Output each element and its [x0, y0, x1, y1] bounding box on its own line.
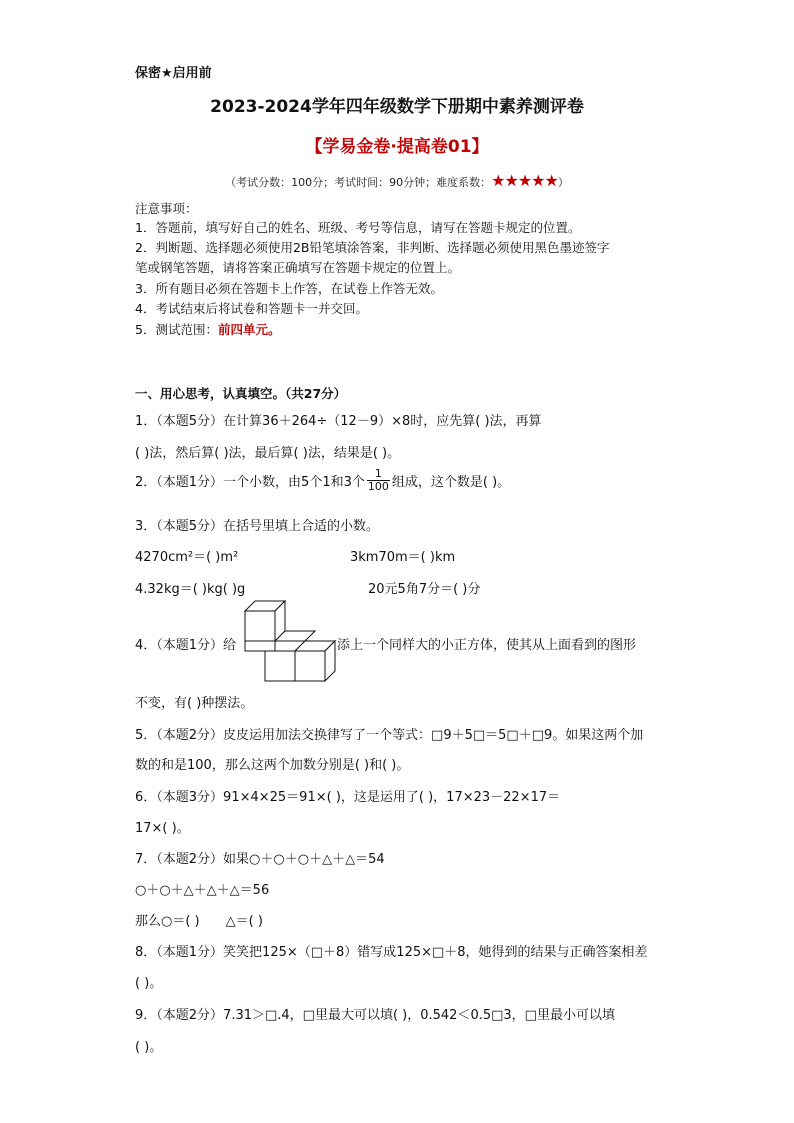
- question-4-text: 4．（本题1分）给: [135, 638, 237, 653]
- scope-value: 前四单元。: [217, 322, 281, 337]
- note-item: 笔或钢笔答题，请将答案正确填写在答题卡规定的位置上。: [135, 260, 461, 275]
- question-3-item: 4270cm²＝( )m²: [135, 550, 239, 565]
- exam-title: 2023-2024学年四年级数学下册期中素养测评卷: [210, 97, 584, 117]
- question-9-line-1: 9．（本题2分）7.31＞□.4，□里最大可以填( )，0.542＜0.5□3，□里最小可以填: [135, 1008, 615, 1023]
- section-heading: 一、用心思考，认真填空。（共27分）: [135, 386, 347, 401]
- question-1-line-1: 1．（本题5分）在计算36＋264÷（12－9）×8时，应先算( )法，再算: [135, 414, 542, 429]
- question-6-line-1: 6．（本题3分）91×4×25＝91×( )，这是运用了( )，17×23－22×17＝: [135, 790, 561, 805]
- question-4-text-cont: 添上一个同样大的小正方体，使其从上面看到的图形: [337, 638, 637, 653]
- question-8-line-1: 8．（本题1分）笑笑把125×（□＋8）错写成125×□＋8，她得到的结果与正确答案相差: [135, 945, 648, 960]
- confidential-label: 保密★启用前: [135, 66, 212, 81]
- difficulty-stars: ★★★★★: [491, 171, 558, 190]
- note-item: 1．答题前，填写好自己的姓名、班级、考号等信息，请写在答题卡规定的位置。: [135, 220, 581, 235]
- exam-meta: [0, 171, 794, 190]
- question-2: [135, 468, 510, 493]
- fraction-denominator: 100: [367, 480, 389, 493]
- fraction-numerator: 1: [367, 468, 390, 481]
- note-item: 3．所有题目必须在答题卡上作答，在试卷上作答无效。: [135, 281, 443, 296]
- question-2-text-end: 组成，这个数是( )。: [391, 475, 511, 490]
- note-item: 2．判断题、选择题必须使用2B铅笔填涂答案，非判断、选择题必须使用黑色墨迹签字: [135, 240, 610, 255]
- question-3-item: 20元5角7分＝( )分: [368, 582, 481, 597]
- meta-prefix: （考试分数：100分；考试时间：90分钟；难度系数：: [225, 176, 492, 189]
- question-4-line-2: 不变，有( )种摆法。: [135, 696, 254, 711]
- cube-face: [245, 641, 275, 651]
- question-1-line-2: ( )法，然后算( )法，最后算( )法，结果是( )。: [135, 446, 401, 461]
- cube-figure: [240, 600, 340, 682]
- cube-face: [265, 651, 295, 681]
- question-2-text: 2．（本题1分）一个小数，由5个1和3个: [135, 475, 365, 490]
- fraction: [367, 468, 390, 493]
- exam-subtitle: 【学易金卷·提高卷01】: [305, 137, 489, 157]
- note-scope: [135, 320, 280, 340]
- question-3-item: 3km70m＝( )km: [350, 550, 456, 565]
- cube-face: [245, 611, 275, 641]
- question-3-item: 4.32kg＝( )kg( )g: [135, 582, 246, 597]
- question-7-line-1: 7．（本题2分）如果○＋○＋○＋△＋△＝54: [135, 852, 385, 867]
- notes-heading: 注意事项：: [135, 201, 198, 216]
- question-6-line-2: 17×( )。: [135, 821, 190, 836]
- question-7-line-2: ○＋○＋△＋△＋△＝56: [135, 883, 270, 898]
- question-3: 3．（本题5分）在括号里填上合适的小数。: [135, 519, 380, 534]
- question-8-line-2: ( )。: [135, 976, 163, 991]
- question-5-line-2: 数的和是100，那么这两个加数分别是( )和( )。: [135, 758, 410, 773]
- question-9-line-2: ( )。: [135, 1040, 163, 1055]
- note-item: 4．考试结束后将试卷和答题卡一并交回。: [135, 301, 368, 316]
- question-5-line-1: 5．（本题2分）皮皮运用加法交换律写了一个等式：□9＋5□＝5□＋□9。如果这两个加: [135, 728, 644, 743]
- question-7-line-3: 那么○＝( ) △＝( ): [135, 914, 263, 929]
- scope-label: 5．测试范围：: [135, 322, 218, 337]
- cube-face: [295, 651, 325, 681]
- meta-suffix: ）: [557, 176, 569, 189]
